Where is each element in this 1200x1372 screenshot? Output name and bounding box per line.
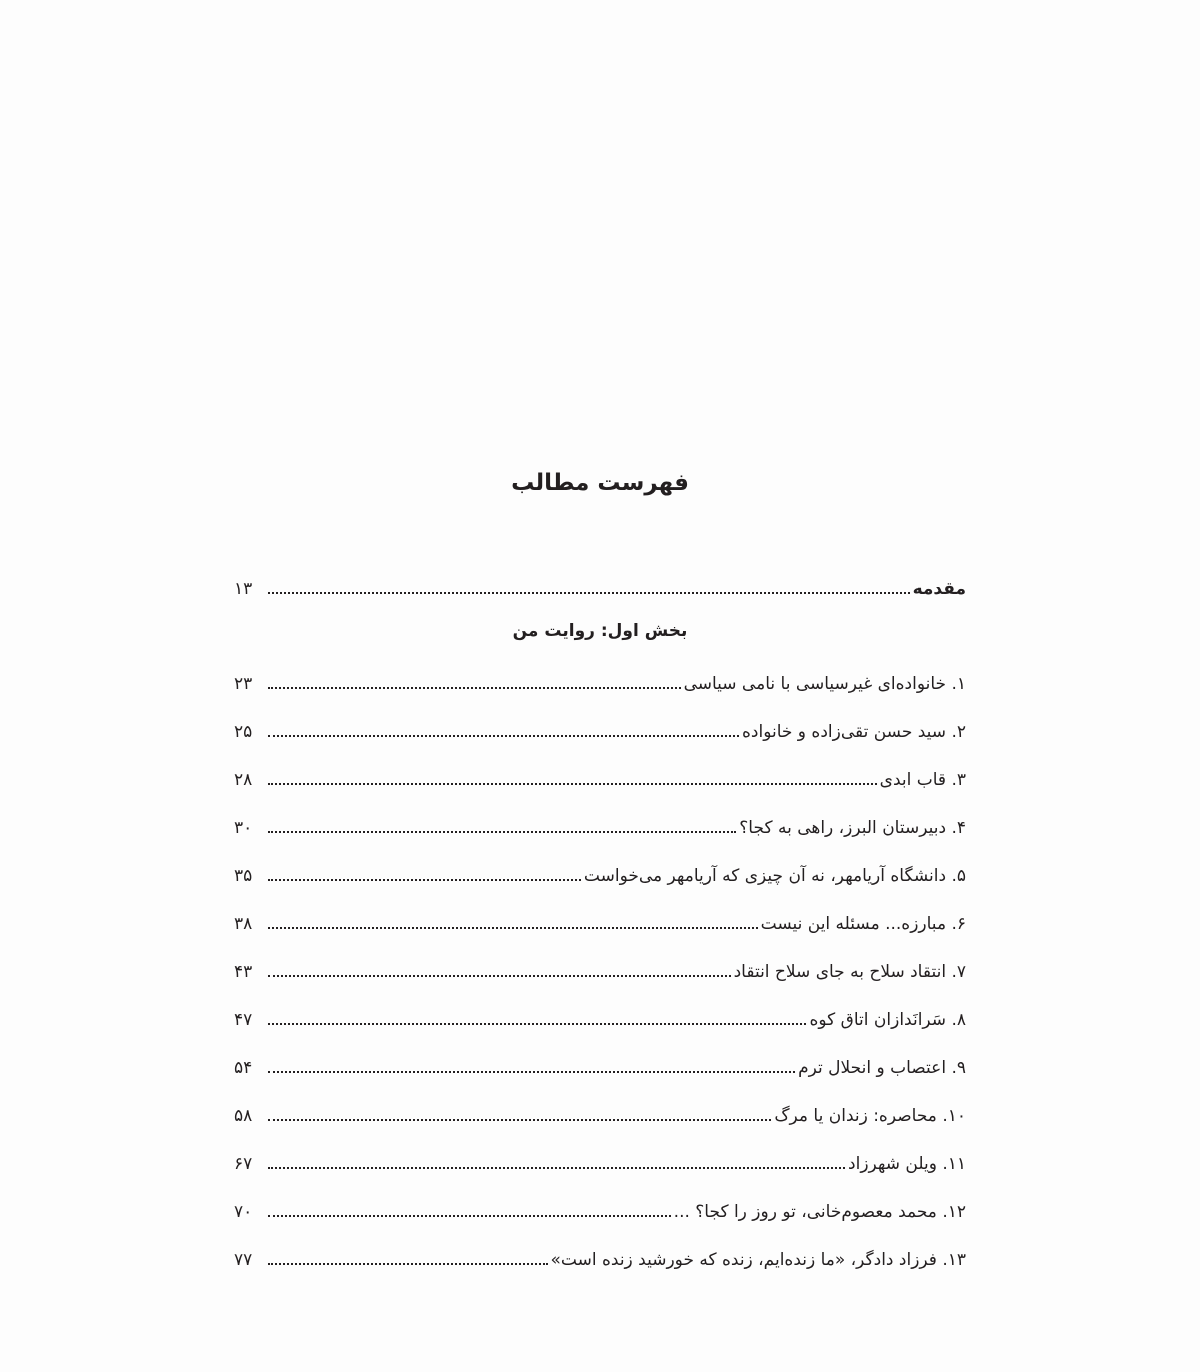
toc-entry-page: ۳۸ bbox=[234, 914, 253, 934]
toc-entry-page: ۵۸ bbox=[234, 1106, 253, 1126]
toc-entry-title: ۱. خانواده‌ای غیرسیاسی با نامی سیاسی bbox=[683, 674, 966, 694]
toc-entry-title: ۵. دانشگاه آریامهر، نه آن چیزی که آریامهر می‌خواست bbox=[583, 866, 966, 886]
toc-entry-title: ۶. مبارزه... مسئله این نیست bbox=[760, 914, 966, 934]
toc-entry-title: مقدمه bbox=[912, 579, 966, 599]
toc-entry-title: ۱۱. ویلن شهرزاد bbox=[848, 1154, 966, 1174]
toc-entry bbox=[234, 751, 966, 791]
toc-entry-page: ۵۴ bbox=[234, 1058, 253, 1078]
section-heading: بخش اول: روایت من bbox=[512, 621, 688, 641]
toc-entry-page: ۴۷ bbox=[234, 1010, 253, 1030]
dot-leader bbox=[268, 1215, 671, 1217]
dot-leader bbox=[268, 975, 731, 977]
toc-entry bbox=[234, 991, 966, 1031]
toc-entry bbox=[234, 799, 966, 839]
toc-entry-page: ۱۳ bbox=[234, 579, 253, 599]
toc-entry bbox=[234, 1135, 966, 1175]
dot-leader bbox=[268, 1263, 548, 1265]
toc-entry-title: ۱۲. محمد معصوم‌خانی، تو روز را کجا؟ ... bbox=[673, 1202, 966, 1222]
toc-entry bbox=[234, 847, 966, 887]
toc-entry bbox=[234, 1039, 966, 1079]
toc-title: فهرست مطالب bbox=[511, 470, 689, 496]
dot-leader bbox=[268, 1023, 806, 1025]
toc-entry-title: ۷. انتقاد سلاح به جای سلاح انتقاد bbox=[733, 962, 966, 982]
dot-leader bbox=[268, 879, 581, 881]
toc-entry-title: ۹. اعتصاب و انحلال ترم bbox=[798, 1058, 966, 1078]
dot-leader bbox=[268, 1119, 771, 1121]
toc-entry-page: ۲۸ bbox=[234, 770, 253, 790]
toc-entry-page: ۲۳ bbox=[234, 674, 253, 694]
toc-entry-title: ۲. سید حسن تقی‌زاده و خانواده bbox=[742, 722, 966, 742]
dot-leader bbox=[268, 592, 910, 594]
toc-entry-intro bbox=[234, 560, 966, 600]
toc-entry-page: ۶۷ bbox=[234, 1154, 253, 1174]
dot-leader bbox=[268, 783, 877, 785]
toc-entry bbox=[234, 1231, 966, 1271]
toc-entry bbox=[234, 1087, 966, 1127]
dot-leader bbox=[268, 687, 681, 689]
dot-leader bbox=[268, 1071, 795, 1073]
toc-entry bbox=[234, 703, 966, 743]
toc-entry-title: ۳. قاب ابدی bbox=[879, 770, 966, 790]
toc-entry-page: ۷۰ bbox=[234, 1202, 253, 1222]
toc-entry-title: ۱۳. فرزاد دادگر، «ما زنده‌ایم، زنده که خورشید زنده است» bbox=[550, 1250, 966, 1270]
dot-leader bbox=[268, 1167, 845, 1169]
toc-entry-page: ۳۰ bbox=[234, 818, 253, 838]
toc-entry bbox=[234, 655, 966, 695]
toc-entry-title: ۸. سَرانَدازان اتاق کوه bbox=[809, 1010, 966, 1030]
toc-entry-title: ۴. دبیرستان البرز، راهی به کجا؟ bbox=[739, 818, 966, 838]
dot-leader bbox=[268, 927, 758, 929]
toc-entry bbox=[234, 943, 966, 983]
dot-leader bbox=[268, 831, 736, 833]
toc-entry-page: ۴۳ bbox=[234, 962, 253, 982]
toc-entry-page: ۲۵ bbox=[234, 722, 253, 742]
toc-entry bbox=[234, 895, 966, 935]
dot-leader bbox=[268, 735, 739, 737]
toc-entry-page: ۷۷ bbox=[234, 1250, 253, 1270]
toc-entry bbox=[234, 1183, 966, 1223]
toc-entry-page: ۳۵ bbox=[234, 866, 253, 886]
toc-entry-title: ۱۰. محاصره: زندان یا مرگ bbox=[774, 1106, 966, 1126]
